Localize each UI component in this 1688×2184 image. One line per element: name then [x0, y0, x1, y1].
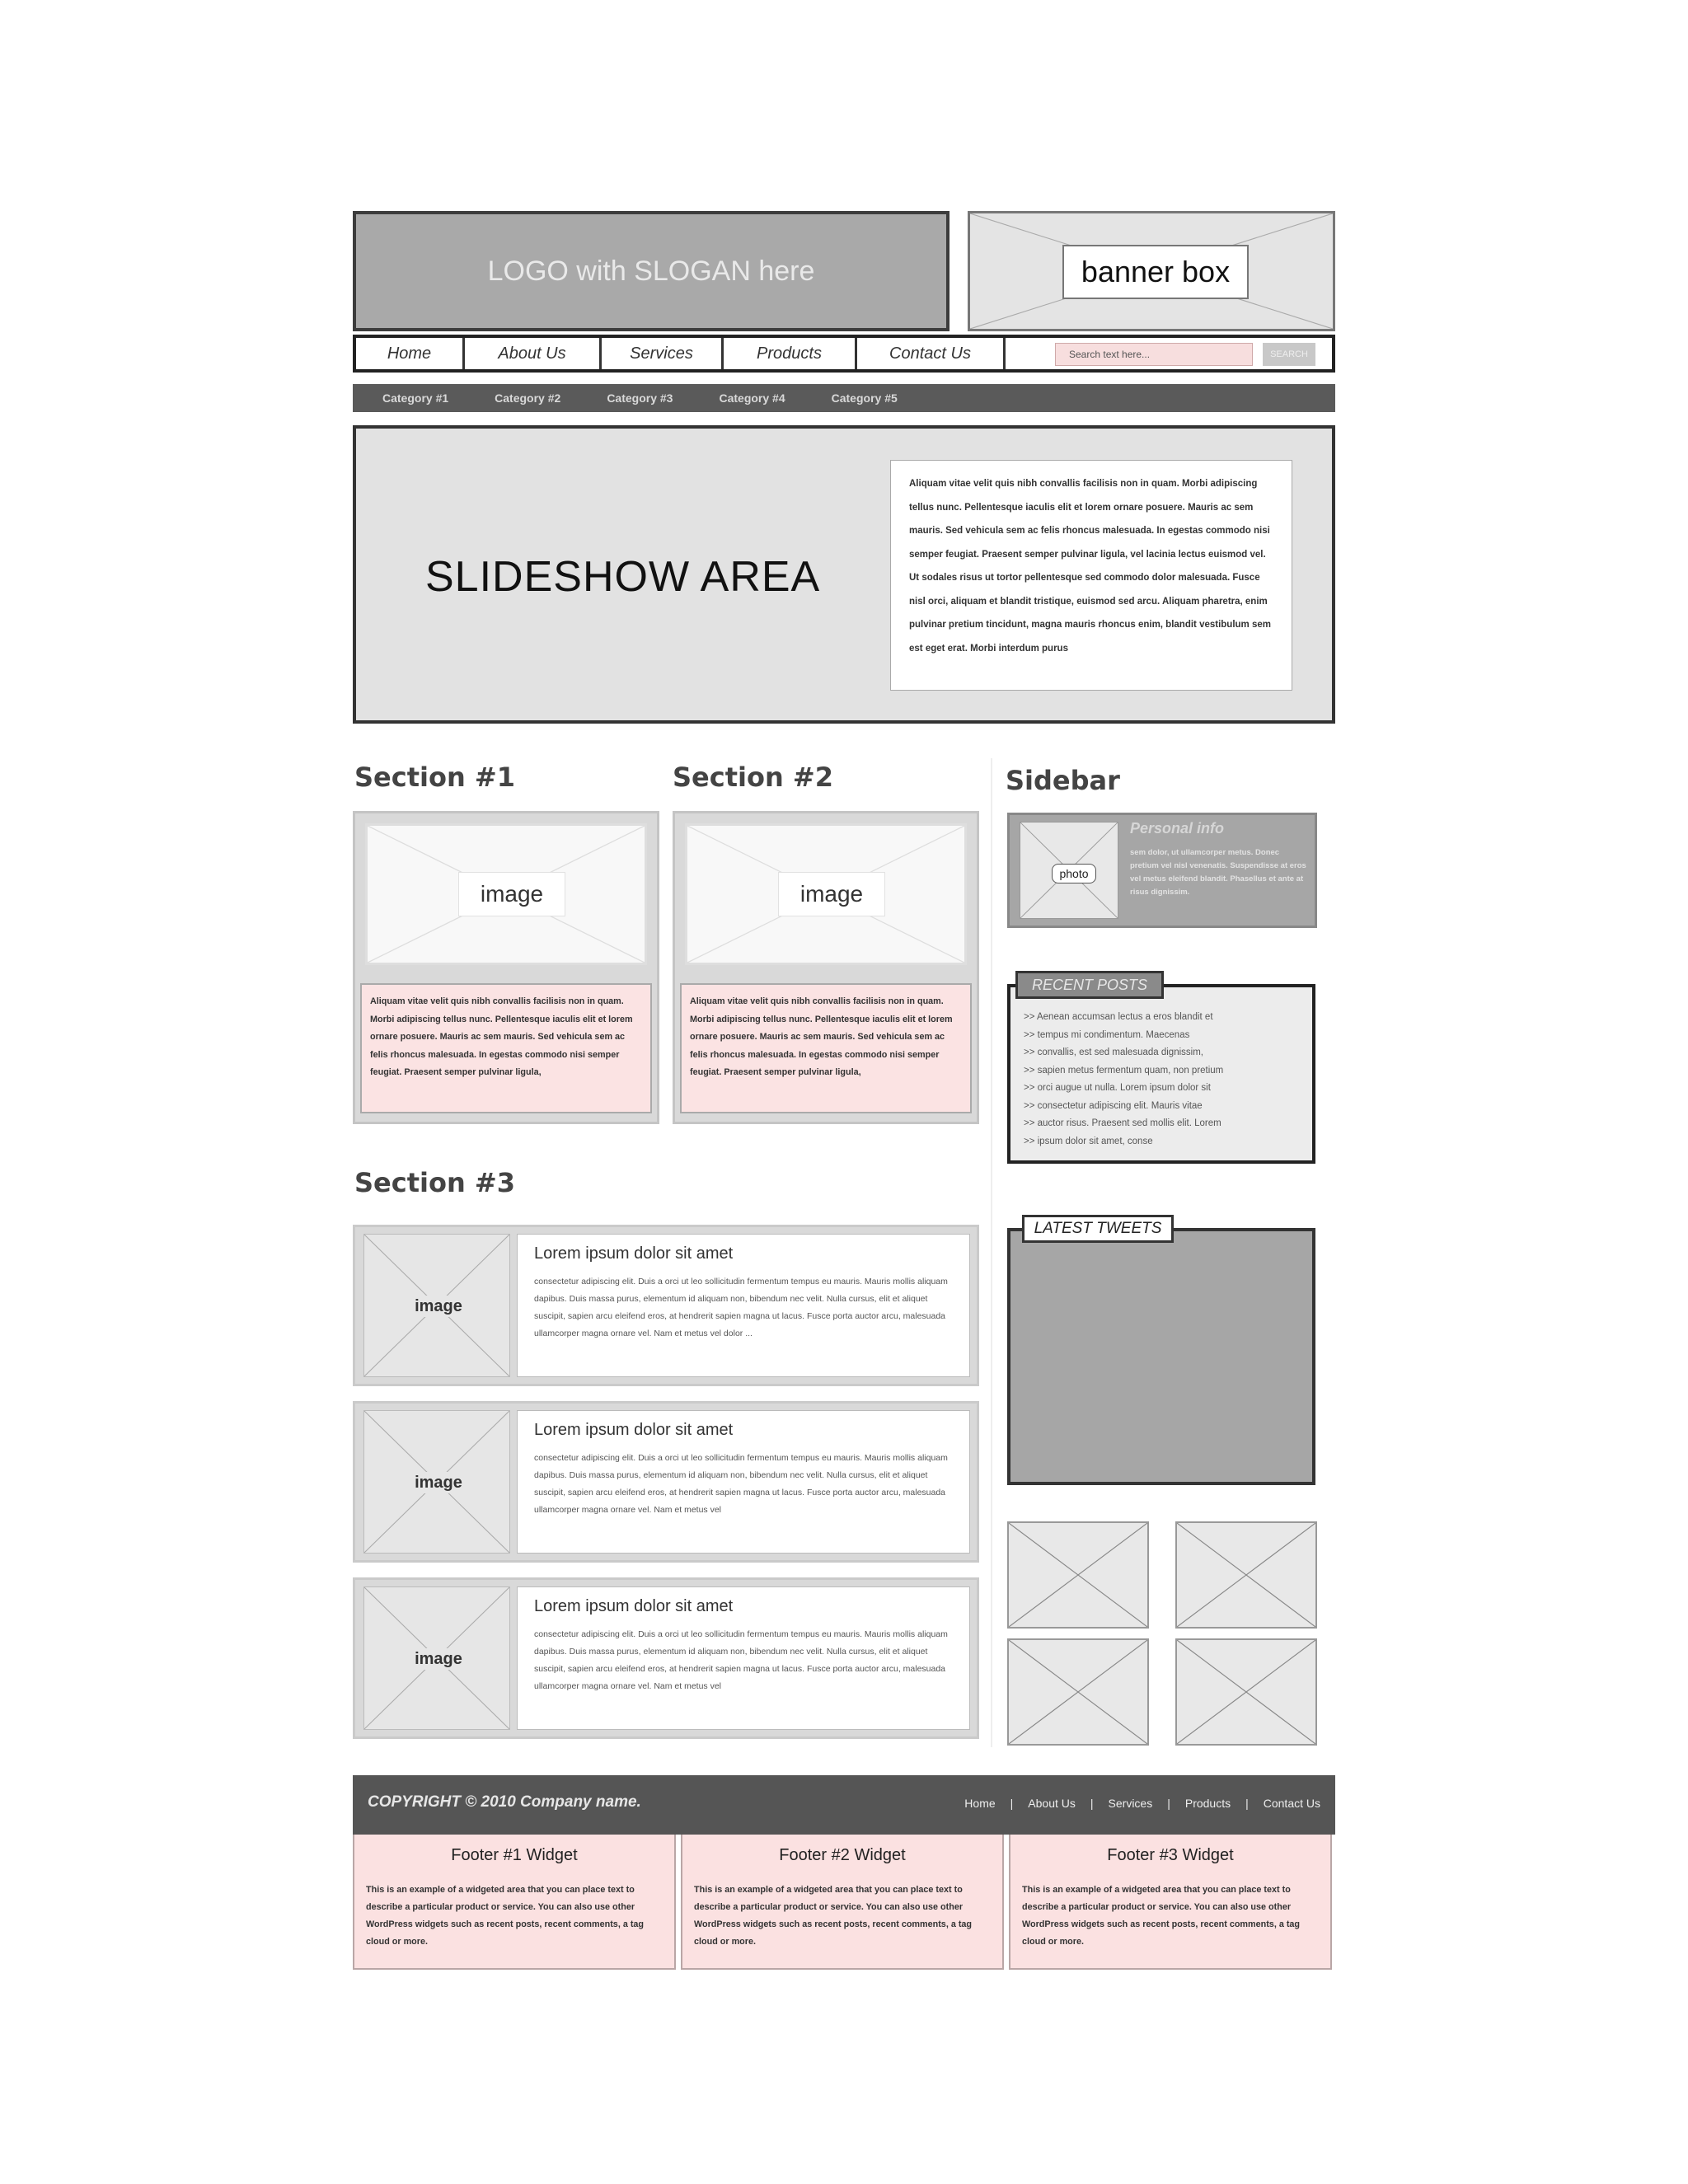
nav-item-home[interactable]: Home [356, 338, 465, 369]
recent-post-link[interactable]: >> sapien metus fermentum quam, non pretium [1024, 1065, 1224, 1076]
footer-separator: | [1090, 1797, 1094, 1810]
category-link[interactable]: Category #3 [607, 391, 673, 405]
footer-widget-text: This is an example of a widgeted area that you can place text to describe a particular product or service. You can also use other WordPress widgets such as recent posts, recent comments, a tag cloud or more. [366, 1885, 645, 1947]
article-row[interactable] [353, 1401, 979, 1563]
placeholder-cross-icon [1177, 1523, 1315, 1627]
image-placeholder [363, 1586, 510, 1730]
logo-slogan-box[interactable] [353, 211, 950, 331]
search-button[interactable]: SEARCH [1263, 343, 1315, 366]
copyright-text: COPYRIGHT © 2010 Company name. [368, 1793, 641, 1811]
footer-widget-text: This is an example of a widgeted area that you can place text to describe a particular product or service. You can also use other WordPress widgets such as recent posts, recent comments, a tag cloud or more. [694, 1885, 973, 1947]
card-text: Aliquam vitae velit quis nibh convallis facilisis non in quam. Morbi adipiscing tellus nunc. Pellentesque iaculis elit et lorem ornare posuere. Mauris ac sem mauris. Sed vehicula sem ac felis rhoncus malesuada. In egestas commodo nisi semper feugiat. Praesent semper pulvinar ligula, [360, 983, 652, 1113]
footer-nav [964, 1797, 1320, 1810]
nav-item-contact-us[interactable]: Contact Us [857, 338, 1006, 369]
recent-posts-tab: RECENT POSTS [1015, 971, 1164, 999]
category-link[interactable]: Category #5 [831, 391, 898, 405]
footer-separator: | [1245, 1797, 1249, 1810]
slideshow-title: SLIDESHOW AREA [425, 553, 821, 601]
photo-label: photo [1052, 864, 1096, 883]
gallery-thumbnail[interactable] [1007, 1521, 1149, 1629]
footer-separator: | [1167, 1797, 1170, 1810]
footer-widget-title: Footer #2 Widget [779, 1846, 906, 1864]
personal-info-widget [1007, 813, 1317, 928]
latest-tweets-tab: LATEST TWEETS [1022, 1215, 1174, 1243]
section-2-card[interactable] [673, 811, 979, 1124]
recent-post-link[interactable]: >> auctor risus. Praesent sed mollis elit. Lorem [1024, 1118, 1221, 1128]
slideshow-area[interactable] [353, 425, 1335, 724]
footer-bar [353, 1775, 1335, 1835]
placeholder-cross-icon [1009, 1523, 1147, 1627]
recent-post-link[interactable]: >> Aenean accumsan lectus a eros blandit et [1024, 1012, 1213, 1022]
footer-link-home[interactable]: Home [964, 1797, 996, 1810]
logo-text: LOGO with SLOGAN here [487, 255, 815, 287]
personal-info-text: sem dolor, ut ullamcorper metus. Donec pretium vel nisl venenatis. Suspendisse at eros vel metus eleifend blandit. Phasellus et ante at risus dignissim. [1130, 848, 1306, 897]
article-text: consectetur adipiscing elit. Duis a orci ut leo sollicitudin fermentum tempus eu mauris. Mauris mollis aliquam dapibus. Duis massa purus, elementum id aliquam non, bibendum nec velit. Nulla cursus, elit et aliquet suscipit, sapien arcu eleifend eros, at hendrerit sapien magna ut lacus. Fusce porta auctor arcu, malesuada ullamcorper magna ornare vel. Nam et metus vel dolor ... [534, 1277, 948, 1338]
article-text: consectetur adipiscing elit. Duis a orci ut leo sollicitudin fermentum tempus eu mauris. Mauris mollis aliquam dapibus. Duis massa purus, elementum id aliquam non, bibendum nec velit. Nulla cursus, elit et aliquet suscipit, sapien arcu eleifend eros, at hendrerit sapien magna ut lacus. Fusce porta auctor arcu, malesuada ullamcorper magna ornare vel. Nam et metus vel [534, 1629, 948, 1691]
recent-post-link[interactable]: >> orci augue ut nulla. Lorem ipsum dolor sit [1024, 1083, 1211, 1093]
recent-posts-widget [1007, 984, 1315, 1164]
image-placeholder [365, 823, 647, 965]
nav-item-products[interactable]: Products [724, 338, 857, 369]
photo-placeholder[interactable] [1020, 822, 1118, 919]
image-placeholder [363, 1410, 510, 1554]
recent-post-link[interactable]: >> ipsum dolor sit amet, conse [1024, 1136, 1153, 1146]
section-3-title: Section #3 [354, 1167, 515, 1198]
slideshow-text: Aliquam vitae velit quis nibh convallis facilisis non in quam. Morbi adipiscing tellus nunc. Pellentesque iaculis elit et lorem ornare posuere. Mauris ac sem mauris. Sed vehicula sem ac felis rhoncus malesuada. In egestas commodo nisi semper feugiat. Praesent semper pulvinar ligula, vel lacinia lectus euismod vel. Ut sodales risus ut tortor pellentesque sed commodo dolor malesuada. Fusce nisl orci, aliquam et blandit tristique, euismod sed arcu. Aliquam pharetra, enim pulvinar pretium tincidunt, magna mauris rhoncus enim, blandit vestibulum sem est eget erat. Morbi interdum purus [890, 460, 1292, 691]
category-link[interactable]: Category #2 [495, 391, 561, 405]
section-1-title: Section #1 [354, 762, 515, 793]
gallery-thumbnail[interactable] [1175, 1521, 1317, 1629]
footer-separator: | [1010, 1797, 1014, 1810]
recent-post-link[interactable]: >> convallis, est sed malesuada dignissim, [1024, 1047, 1203, 1057]
footer-link-contact-us[interactable]: Contact Us [1263, 1797, 1320, 1810]
image-label: image [406, 1648, 471, 1670]
image-placeholder [685, 823, 967, 965]
gallery-thumbnail[interactable] [1007, 1638, 1149, 1746]
recent-post-link[interactable]: >> tempus mi condimentum. Maecenas [1024, 1029, 1190, 1040]
article-body [517, 1410, 970, 1554]
image-label: image [406, 1472, 471, 1493]
sidebar-title: Sidebar [1006, 765, 1120, 796]
footer-link-products[interactable]: Products [1184, 1797, 1231, 1810]
article-title[interactable]: Lorem ipsum dolor sit amet [534, 1421, 734, 1439]
image-label: image [458, 872, 565, 916]
image-label: image [778, 872, 885, 916]
footer-link-about-us[interactable]: About Us [1028, 1797, 1076, 1810]
footer-widget-1 [353, 1835, 676, 1970]
article-title[interactable]: Lorem ipsum dolor sit amet [534, 1597, 734, 1615]
footer-widget-text: This is an example of a widgeted area that you can place text to describe a particular product or service. You can also use other WordPress widgets such as recent posts, recent comments, a tag cloud or more. [1022, 1885, 1301, 1947]
banner-label: banner box [1062, 245, 1249, 299]
category-bar [353, 384, 1335, 412]
footer-widget-2 [681, 1835, 1004, 1970]
article-row[interactable] [353, 1225, 979, 1386]
sidebar-divider [991, 758, 992, 1747]
article-text: consectetur adipiscing elit. Duis a orci ut leo sollicitudin fermentum tempus eu mauris. Mauris mollis aliquam dapibus. Duis massa purus, elementum id aliquam non, bibendum nec velit. Nulla cursus, elit et aliquet suscipit, sapien arcu eleifend eros, at hendrerit sapien magna ut lacus. Fusce porta auctor arcu, malesuada ullamcorper magna ornare vel. Nam et metus vel [534, 1453, 948, 1515]
footer-widget-3 [1009, 1835, 1332, 1970]
article-row[interactable] [353, 1577, 979, 1739]
main-nav [353, 335, 1335, 373]
card-text: Aliquam vitae velit quis nibh convallis facilisis non in quam. Morbi adipiscing tellus nunc. Pellentesque iaculis elit et lorem ornare posuere. Mauris ac sem mauris. Sed vehicula sem ac felis rhoncus malesuada. In egestas commodo nisi semper feugiat. Praesent semper pulvinar ligula, [680, 983, 972, 1113]
search-input[interactable]: Search text here... [1055, 343, 1253, 366]
image-placeholder [363, 1234, 510, 1377]
section-1-card[interactable] [353, 811, 659, 1124]
placeholder-cross-icon [1009, 1640, 1147, 1744]
banner-box[interactable] [968, 211, 1335, 331]
category-link[interactable]: Category #4 [719, 391, 785, 405]
article-body [517, 1234, 970, 1377]
footer-link-services[interactable]: Services [1108, 1797, 1153, 1810]
placeholder-cross-icon [1177, 1640, 1315, 1744]
nav-item-about-us[interactable]: About Us [465, 338, 602, 369]
article-title[interactable]: Lorem ipsum dolor sit amet [534, 1244, 734, 1263]
article-body [517, 1586, 970, 1730]
footer-widget-title: Footer #1 Widget [451, 1846, 578, 1864]
nav-item-services[interactable]: Services [602, 338, 724, 369]
gallery-thumbnail[interactable] [1175, 1638, 1317, 1746]
image-label: image [406, 1296, 471, 1317]
recent-posts-list [1024, 1009, 1304, 1151]
category-link[interactable]: Category #1 [382, 391, 449, 405]
latest-tweets-widget [1007, 1228, 1315, 1485]
personal-info-title: Personal info [1130, 820, 1225, 837]
section-2-title: Section #2 [673, 762, 833, 793]
footer-widget-title: Footer #3 Widget [1107, 1846, 1234, 1864]
recent-post-link[interactable]: >> consectetur adipiscing elit. Mauris vitae [1024, 1100, 1203, 1111]
